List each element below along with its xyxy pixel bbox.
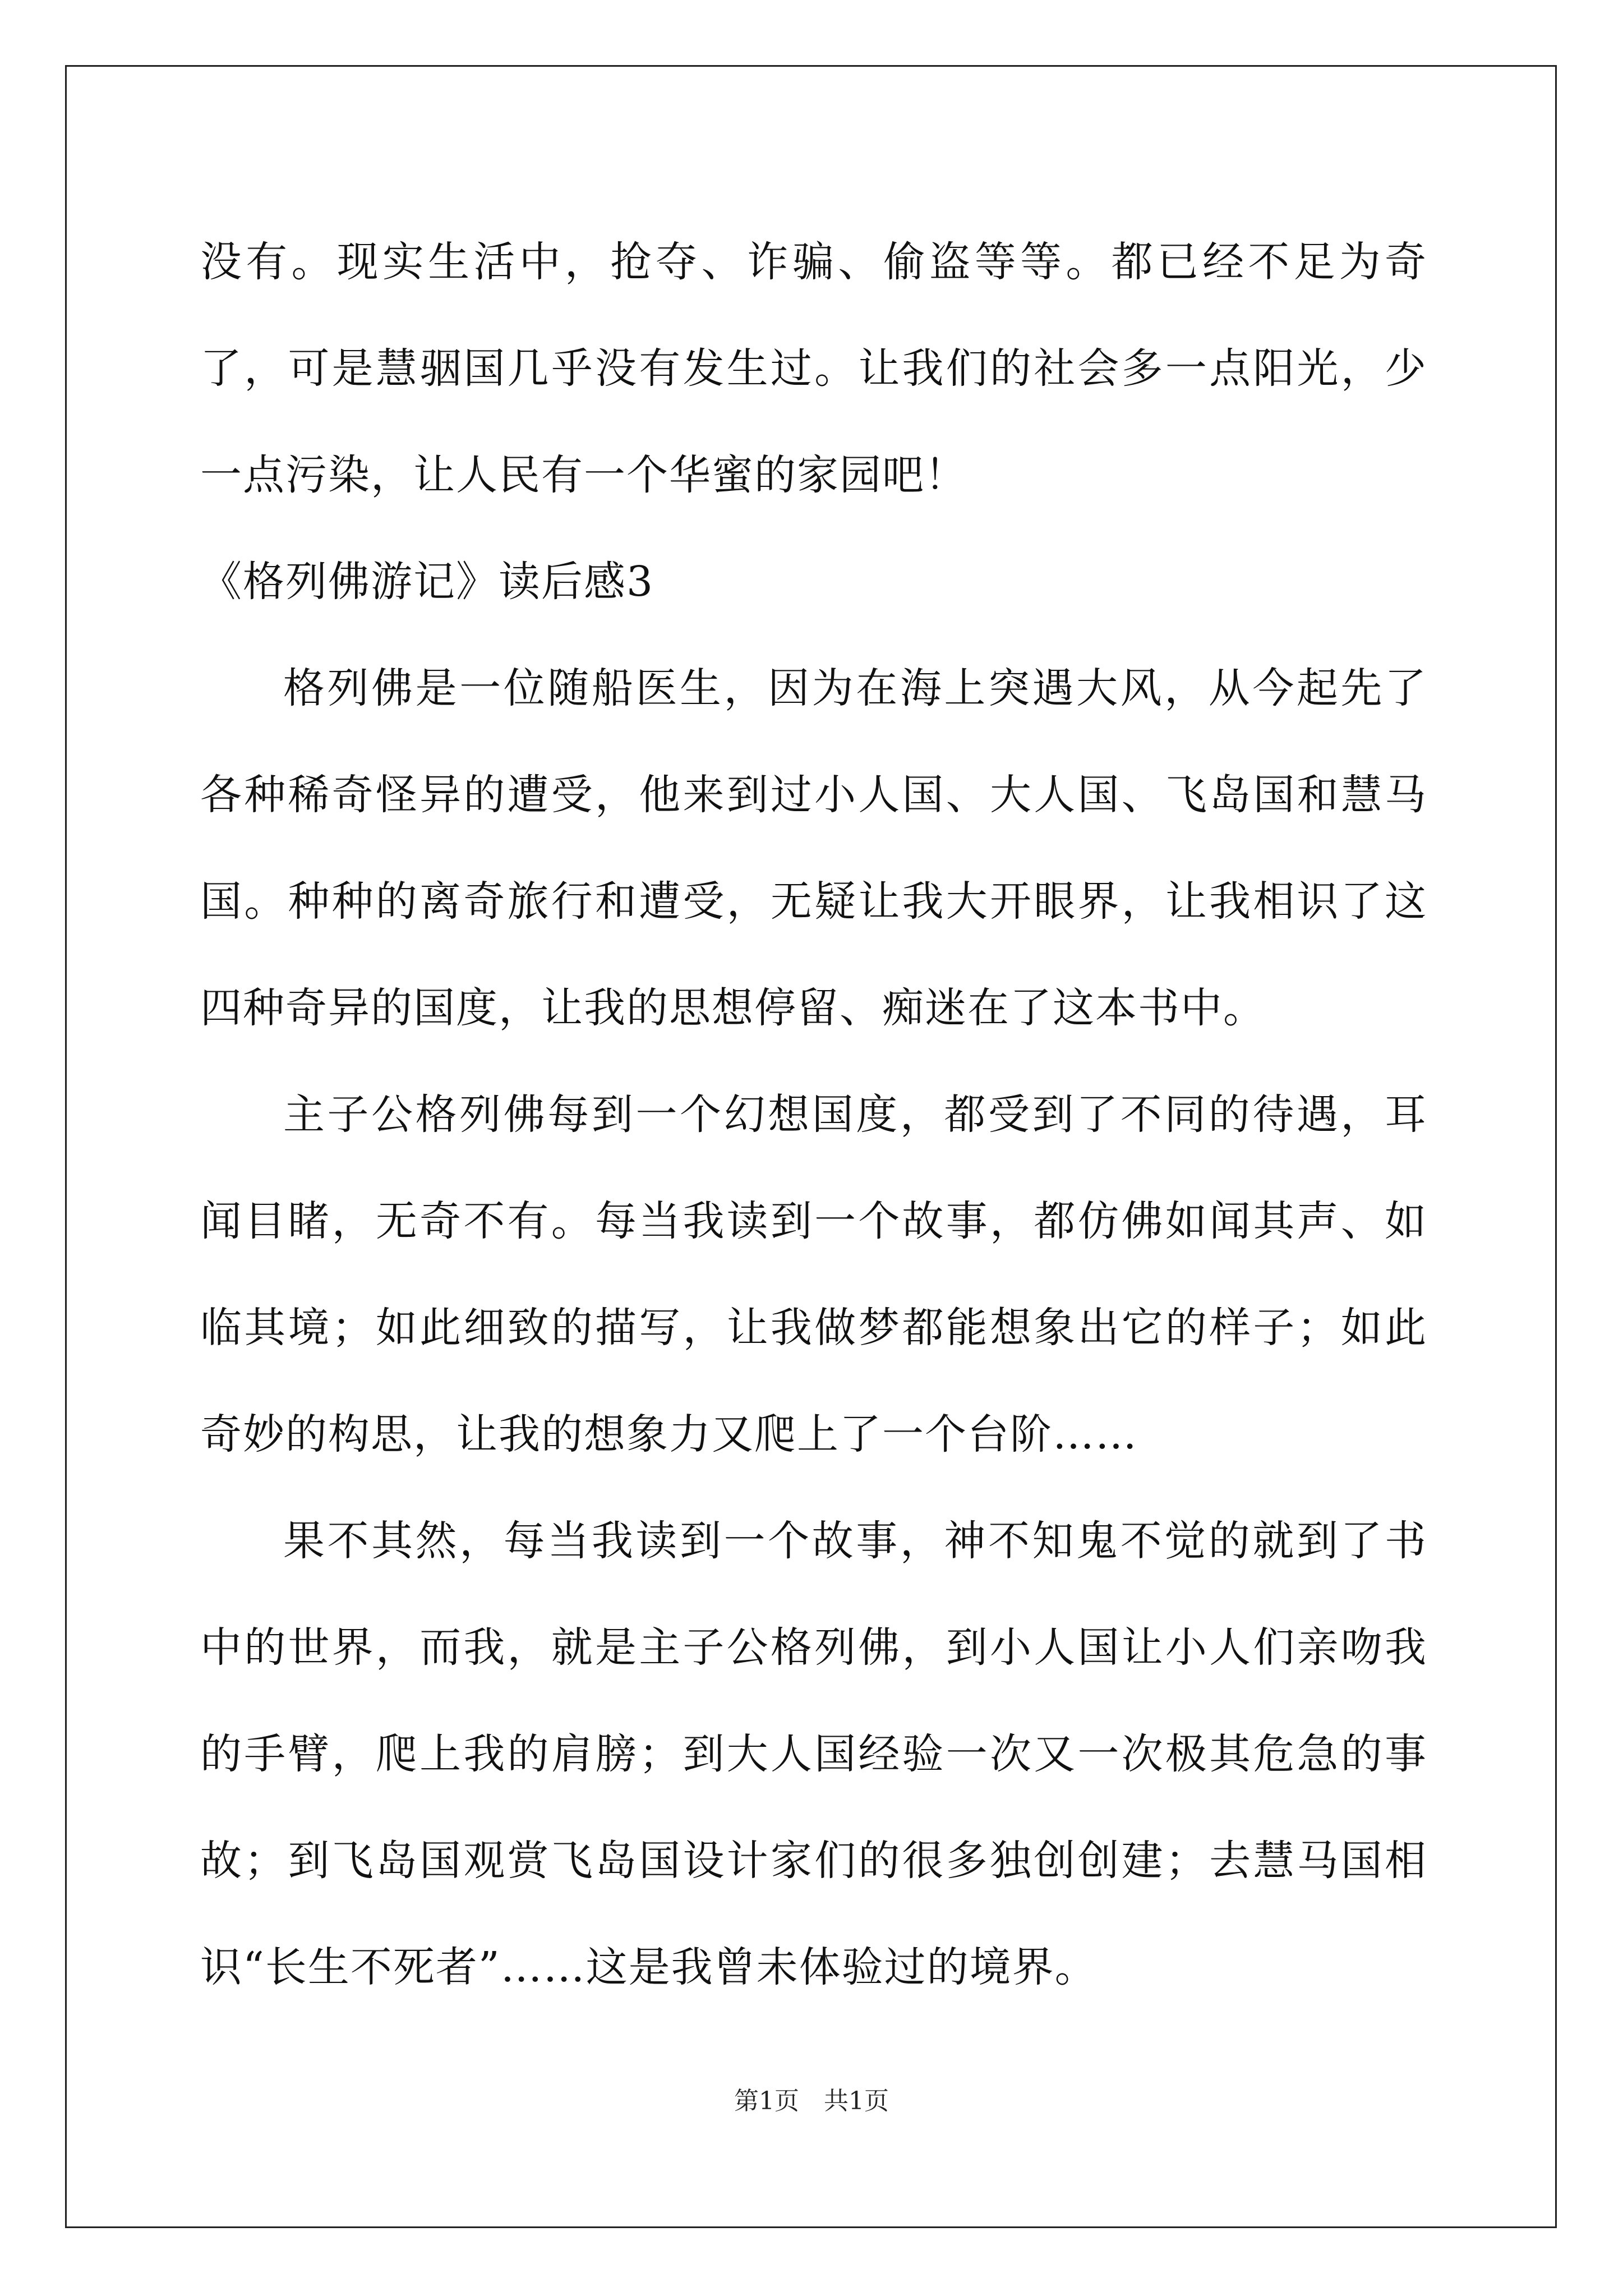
paragraph: 主子公格列佛每到一个幻想国度，都受到了不同的待遇，耳闻目睹，无奇不有。每当我读到一个故事，都仿佛如闻其声、如临其境；如此细致的描写，让我做梦都能想象出它的样子；如此奇妙的构思，让我的想象力又爬上了一个台阶……: [200, 1091, 1427, 1458]
section-heading: 《格列佛游记》读后感3: [200, 558, 654, 606]
paragraph-continuation: 没有。现实生活中，抢夺、诈骗、偷盗等等。都已经不足为奇了，可是慧骃国几乎没有发生过。让我们的社会多一点阳光，少一点污染，让人民有一个华蜜的家园吧！: [200, 238, 1427, 499]
page-number-footer: 第1页 共1页: [734, 2087, 889, 2115]
paragraph: 格列佛是一位随船医生，因为在海上突遇大风，从今起先了各种稀奇怪异的遭受，他来到过小人国、大人国、飞岛国和慧马国。种种的离奇旅行和遭受，无疑让我大开眼界，让我相识了这四种奇异的国度，让我的思想停留、痴迷在了这本书中。: [200, 664, 1427, 1032]
paragraph: 果不其然，每当我读到一个故事，神不知鬼不觉的就到了书中的世界，而我，就是主子公格列佛，到小人国让小人们亲吻我的手臂，爬上我的肩膀；到大人国经验一次又一次极其危急的事故；到飞岛国观赏飞岛国设计家们的很多独创创建；去慧马国相识“长生不死者”……这是我曾未体验过的境界。: [200, 1517, 1427, 1991]
document-body: [200, 209, 1427, 2021]
